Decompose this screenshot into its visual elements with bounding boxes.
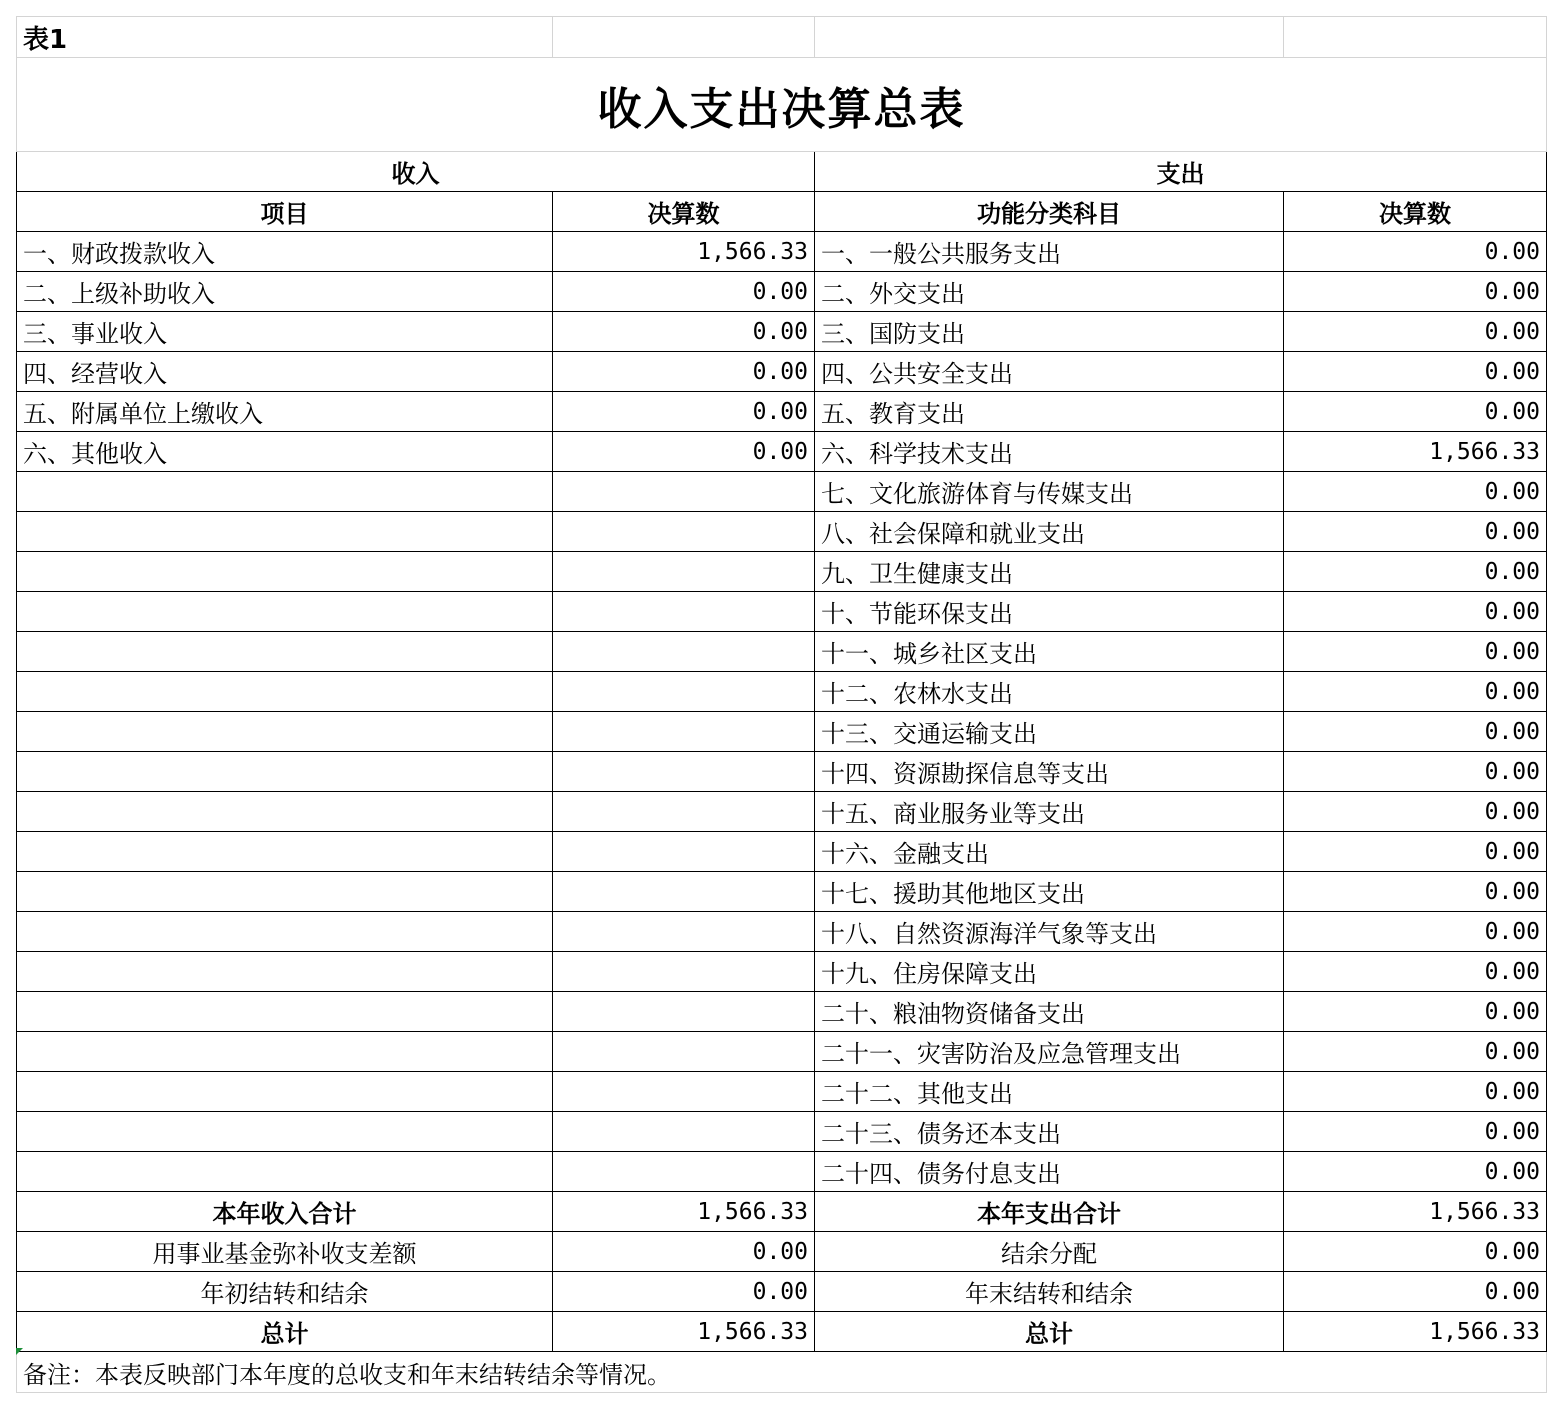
fund-row	[17, 1232, 1547, 1272]
expense-item-cell[interactable]: 二十、粮油物资储备支出	[815, 992, 1284, 1032]
table-tag[interactable]: 表1	[17, 17, 553, 58]
expense-item-cell[interactable]: 十三、交通运输支出	[815, 712, 1284, 752]
income-item-cell[interactable]: 六、其他收入	[17, 432, 553, 472]
table-row	[17, 392, 1547, 432]
expense-item-cell[interactable]: 十九、住房保障支出	[815, 952, 1284, 992]
expense-amount-cell[interactable]: 0.00	[1284, 632, 1547, 672]
income-item-cell[interactable]: 五、附属单位上缴收入	[17, 392, 553, 432]
expense-amount-cell[interactable]: 0.00	[1284, 272, 1547, 312]
cell-marker-icon	[16, 1348, 23, 1355]
table-row	[17, 872, 1547, 912]
income-item-cell[interactable]: 一、财政拨款收入	[17, 232, 553, 272]
section-header-row	[17, 152, 1547, 192]
expense-amount-cell[interactable]: 0.00	[1284, 1032, 1547, 1072]
income-amount-cell[interactable]: 0.00	[553, 272, 815, 312]
begin-balance-label[interactable]: 年初结转和结余	[17, 1272, 553, 1312]
expense-item-cell[interactable]: 十五、商业服务业等支出	[815, 792, 1284, 832]
income-amount-cell[interactable]	[553, 592, 815, 632]
table-row	[17, 432, 1547, 472]
income-amount-cell[interactable]: 0.00	[553, 392, 815, 432]
income-item-cell[interactable]	[17, 752, 553, 792]
grand-total-label-left[interactable]: 总计	[17, 1312, 553, 1352]
income-item-cell[interactable]	[17, 472, 553, 512]
income-item-cell[interactable]	[17, 672, 553, 712]
income-amount-cell[interactable]	[553, 1072, 815, 1112]
grand-total-label-right[interactable]: 总计	[815, 1312, 1284, 1352]
table-row	[17, 912, 1547, 952]
expense-item-cell[interactable]: 十四、资源勘探信息等支出	[815, 752, 1284, 792]
fund-value[interactable]: 0.00	[553, 1232, 815, 1272]
expense-amount-cell[interactable]: 0.00	[1284, 232, 1547, 272]
expense-amount-cell[interactable]: 0.00	[1284, 552, 1547, 592]
income-item-cell[interactable]	[17, 832, 553, 872]
income-amount-cell[interactable]	[553, 992, 815, 1032]
expense-total-value[interactable]: 1,566.33	[1284, 1192, 1547, 1232]
expense-item-cell[interactable]: 三、国防支出	[815, 312, 1284, 352]
expense-section-header[interactable]: 支出	[815, 152, 1547, 192]
table-row	[17, 1152, 1547, 1192]
table-row	[17, 712, 1547, 752]
expense-item-cell[interactable]: 二十三、债务还本支出	[815, 1112, 1284, 1152]
empty-cell[interactable]	[815, 17, 1284, 58]
table-row	[17, 1112, 1547, 1152]
table-row	[17, 272, 1547, 312]
income-total-row	[17, 1192, 1547, 1232]
grand-total-left[interactable]: 1,566.33	[553, 1312, 815, 1352]
expense-item-cell[interactable]: 十、节能环保支出	[815, 592, 1284, 632]
col-expense-amount[interactable]: 决算数	[1284, 192, 1547, 232]
expense-item-cell[interactable]: 十六、金融支出	[815, 832, 1284, 872]
income-amount-cell[interactable]	[553, 1112, 815, 1152]
table-row	[17, 312, 1547, 352]
income-item-cell[interactable]	[17, 992, 553, 1032]
expense-amount-cell[interactable]: 0.00	[1284, 592, 1547, 632]
income-amount-cell[interactable]: 1,566.33	[553, 232, 815, 272]
table-row	[17, 952, 1547, 992]
col-income-item[interactable]: 项目	[17, 192, 553, 232]
table-row	[17, 552, 1547, 592]
income-amount-cell[interactable]: 0.00	[553, 352, 815, 392]
expense-amount-cell[interactable]: 1,566.33	[1284, 432, 1547, 472]
grand-total-right[interactable]: 1,566.33	[1284, 1312, 1547, 1352]
spreadsheet	[16, 16, 1546, 1393]
expense-item-cell[interactable]: 十二、农林水支出	[815, 672, 1284, 712]
column-header-row	[17, 192, 1547, 232]
fund-label[interactable]: 用事业基金弥补收支差额	[17, 1232, 553, 1272]
income-amount-cell[interactable]	[553, 632, 815, 672]
expense-item-cell[interactable]: 十七、援助其他地区支出	[815, 872, 1284, 912]
income-item-cell[interactable]	[17, 912, 553, 952]
expense-amount-cell[interactable]: 0.00	[1284, 512, 1547, 552]
table-row	[17, 752, 1547, 792]
col-expense-item[interactable]: 功能分类科目	[815, 192, 1284, 232]
begin-balance-value[interactable]: 0.00	[553, 1272, 815, 1312]
income-item-cell[interactable]	[17, 952, 553, 992]
expense-amount-cell[interactable]: 0.00	[1284, 912, 1547, 952]
table-row	[17, 232, 1547, 272]
income-amount-cell[interactable]: 0.00	[553, 312, 815, 352]
expense-item-cell[interactable]: 十八、自然资源海洋气象等支出	[815, 912, 1284, 952]
expense-amount-cell[interactable]: 0.00	[1284, 1152, 1547, 1192]
income-amount-cell[interactable]	[553, 832, 815, 872]
expense-item-cell[interactable]: 十一、城乡社区支出	[815, 632, 1284, 672]
income-amount-cell[interactable]	[553, 512, 815, 552]
note-row	[17, 1352, 1547, 1393]
expense-item-cell[interactable]: 二、外交支出	[815, 272, 1284, 312]
end-balance-value[interactable]: 0.00	[1284, 1272, 1547, 1312]
summary-table	[16, 16, 1547, 1393]
expense-amount-cell[interactable]: 0.00	[1284, 752, 1547, 792]
expense-amount-cell[interactable]: 0.00	[1284, 872, 1547, 912]
expense-item-cell[interactable]: 八、社会保障和就业支出	[815, 512, 1284, 552]
income-item-cell[interactable]	[17, 1072, 553, 1112]
end-balance-label[interactable]: 年末结转和结余	[815, 1272, 1284, 1312]
income-amount-cell[interactable]	[553, 752, 815, 792]
empty-cell[interactable]	[1284, 17, 1547, 58]
table-row	[17, 592, 1547, 632]
expense-amount-cell[interactable]: 0.00	[1284, 312, 1547, 352]
expense-amount-cell[interactable]: 0.00	[1284, 1072, 1547, 1112]
income-item-cell[interactable]	[17, 1112, 553, 1152]
income-section-header[interactable]: 收入	[17, 152, 815, 192]
income-item-cell[interactable]	[17, 712, 553, 752]
income-total-value[interactable]: 1,566.33	[553, 1192, 815, 1232]
surplus-label[interactable]: 结余分配	[815, 1232, 1284, 1272]
income-item-cell[interactable]	[17, 552, 553, 592]
expense-item-cell[interactable]: 二十四、债务付息支出	[815, 1152, 1284, 1192]
expense-amount-cell[interactable]: 0.00	[1284, 1112, 1547, 1152]
expense-amount-cell[interactable]: 0.00	[1284, 712, 1547, 752]
carryover-row	[17, 1272, 1547, 1312]
income-amount-cell[interactable]	[553, 1152, 815, 1192]
income-amount-cell[interactable]	[553, 712, 815, 752]
footnote[interactable]: 备注：本表反映部门本年度的总收支和年末结转结余等情况。	[17, 1352, 1547, 1393]
table-row	[17, 672, 1547, 712]
expense-amount-cell[interactable]: 0.00	[1284, 952, 1547, 992]
income-item-cell[interactable]	[17, 872, 553, 912]
expense-amount-cell[interactable]: 0.00	[1284, 992, 1547, 1032]
income-amount-cell[interactable]: 0.00	[553, 432, 815, 472]
expense-item-cell[interactable]: 四、公共安全支出	[815, 352, 1284, 392]
surplus-value[interactable]: 0.00	[1284, 1232, 1547, 1272]
col-income-amount[interactable]: 决算数	[553, 192, 815, 232]
expense-item-cell[interactable]: 一、一般公共服务支出	[815, 232, 1284, 272]
income-amount-cell[interactable]	[553, 872, 815, 912]
expense-item-cell[interactable]: 九、卫生健康支出	[815, 552, 1284, 592]
income-item-cell[interactable]	[17, 592, 553, 632]
table-row	[17, 832, 1547, 872]
tag-row	[17, 17, 1547, 58]
expense-total-label[interactable]: 本年支出合计	[815, 1192, 1284, 1232]
table-row	[17, 472, 1547, 512]
table-row	[17, 792, 1547, 832]
table-row	[17, 512, 1547, 552]
income-amount-cell[interactable]	[553, 1032, 815, 1072]
table-row	[17, 352, 1547, 392]
empty-cell[interactable]	[553, 17, 815, 58]
income-amount-cell[interactable]	[553, 472, 815, 512]
income-item-cell[interactable]	[17, 512, 553, 552]
income-item-cell[interactable]: 四、经营收入	[17, 352, 553, 392]
income-item-cell[interactable]	[17, 1152, 553, 1192]
expense-amount-cell[interactable]: 0.00	[1284, 472, 1547, 512]
table-row	[17, 632, 1547, 672]
income-item-cell[interactable]: 二、上级补助收入	[17, 272, 553, 312]
table-row	[17, 1032, 1547, 1072]
income-item-cell[interactable]: 三、事业收入	[17, 312, 553, 352]
income-item-cell[interactable]	[17, 792, 553, 832]
expense-item-cell[interactable]: 二十一、灾害防治及应急管理支出	[815, 1032, 1284, 1072]
grand-total-row	[17, 1312, 1547, 1352]
expense-item-cell[interactable]: 二十二、其他支出	[815, 1072, 1284, 1112]
income-total-label[interactable]: 本年收入合计	[17, 1192, 553, 1232]
income-amount-cell[interactable]	[553, 912, 815, 952]
income-amount-cell[interactable]	[553, 792, 815, 832]
income-amount-cell[interactable]	[553, 672, 815, 712]
expense-item-cell[interactable]: 七、文化旅游体育与传媒支出	[815, 472, 1284, 512]
income-item-cell[interactable]	[17, 1032, 553, 1072]
expense-amount-cell[interactable]: 0.00	[1284, 352, 1547, 392]
table-row	[17, 992, 1547, 1032]
income-amount-cell[interactable]	[553, 552, 815, 592]
expense-amount-cell[interactable]: 0.00	[1284, 792, 1547, 832]
expense-amount-cell[interactable]: 0.00	[1284, 832, 1547, 872]
income-amount-cell[interactable]	[553, 952, 815, 992]
expense-item-cell[interactable]: 六、科学技术支出	[815, 432, 1284, 472]
table-row	[17, 1072, 1547, 1112]
income-item-cell[interactable]	[17, 632, 553, 672]
expense-amount-cell[interactable]: 0.00	[1284, 392, 1547, 432]
page-title[interactable]: 收入支出决算总表	[17, 58, 1547, 152]
expense-amount-cell[interactable]: 0.00	[1284, 672, 1547, 712]
expense-item-cell[interactable]: 五、教育支出	[815, 392, 1284, 432]
title-row	[17, 58, 1547, 152]
